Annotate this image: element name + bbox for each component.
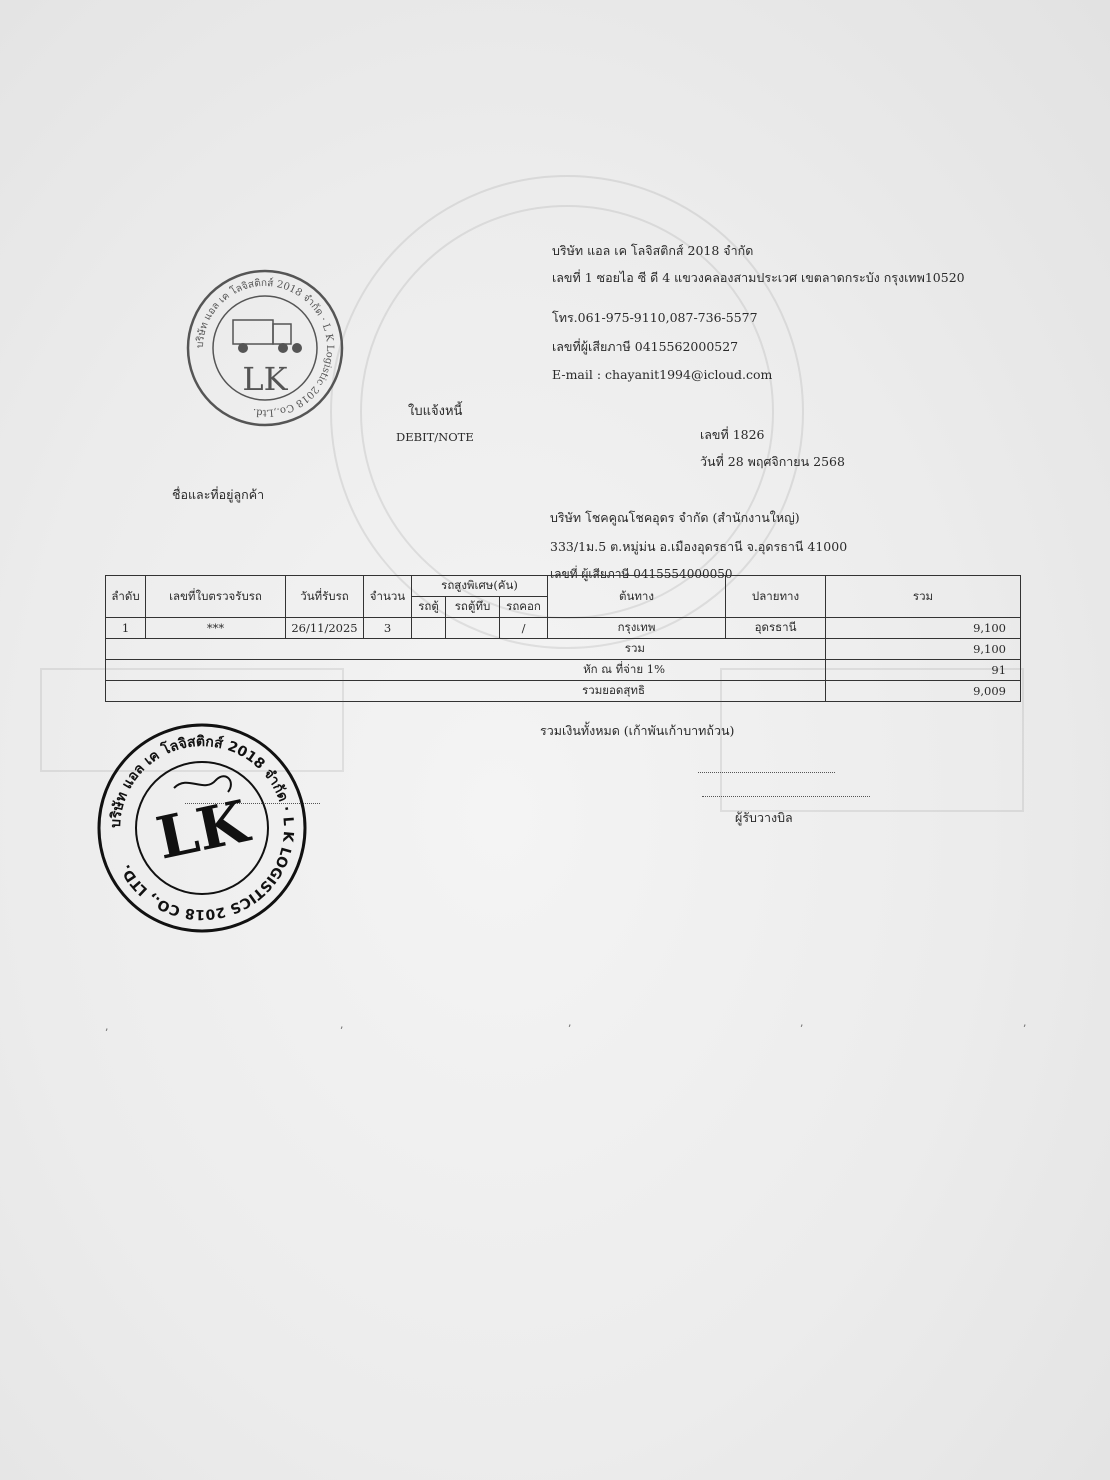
stamp-initials: LK bbox=[150, 787, 255, 873]
header-no: ลำดับ bbox=[106, 576, 146, 618]
receiver-signature-line-1 bbox=[698, 772, 835, 773]
amount-in-words: รวมเงินทั้งหมด (เก้าพันเก้าบาทถ้วน) bbox=[540, 723, 735, 738]
header-closed-van: รถตู้ทึบ bbox=[446, 597, 500, 618]
seal-ring-text: บริษัท แอล เค โลจิสติกส์ 2018 จำกัด · L K Logistic 2018 Co.,Ltd. bbox=[194, 277, 336, 419]
stamp-ring-text: บริษัท แอล เค โลจิสติกส์ 2018 จำกัด · L K LOGISTICS 2018 CO., LTD. bbox=[107, 733, 297, 923]
doc-number: เลขที่ 1826 bbox=[700, 427, 765, 442]
header-stake-truck: รถคอก bbox=[500, 597, 548, 618]
cell-origin: กรุงเทพ bbox=[548, 618, 726, 639]
company-name: บริษัท แอล เค โลจิสติกส์ 2018 จำกัด bbox=[552, 243, 754, 258]
header-date: วันที่รับรถ bbox=[286, 576, 364, 618]
seal-initials: LK bbox=[242, 360, 288, 398]
company-address: เลขที่ 1 ซอยไอ ซี ดี 4 แขวงคลองสามประเวศ เขตลาดกระบัง กรุงเทพ10520 bbox=[552, 270, 965, 285]
table-row bbox=[106, 618, 1021, 639]
header-qty: จำนวน bbox=[364, 576, 412, 618]
subtotal-label: รวม bbox=[106, 639, 826, 660]
company-tax-id: เลขที่ผู้เสียภาษี 0415562000527 bbox=[552, 339, 739, 354]
cell-qty: 3 bbox=[364, 618, 412, 639]
cell-van bbox=[412, 618, 446, 639]
header-origin: ต้นทาง bbox=[548, 576, 726, 618]
cell-doc-number: *** bbox=[146, 618, 286, 639]
subtotal-row bbox=[106, 639, 1021, 660]
customer-address: 333/1ม.5 ต.หมู่ม่น อ.เมืองอุดรธานี จ.อุดรธานี 41000 bbox=[550, 539, 848, 554]
receiver-signature-line-2 bbox=[702, 796, 870, 797]
table-header-row bbox=[106, 576, 1021, 597]
receiver-label: ผู้รับวางบิล bbox=[735, 810, 793, 825]
cell-total: 9,100 bbox=[826, 618, 1021, 639]
withholding-label: หัก ณ ที่จ่าย 1% bbox=[106, 660, 826, 681]
header-van: รถตู้ bbox=[412, 597, 446, 618]
cell-stake-truck: / bbox=[500, 618, 548, 639]
scan-mark: ’ bbox=[800, 1024, 804, 1035]
doc-title-en: DEBIT/NOTE bbox=[396, 430, 474, 444]
company-stamp bbox=[96, 722, 308, 934]
cell-date: 26/11/2025 bbox=[286, 618, 364, 639]
subtotal-value: 9,100 bbox=[826, 639, 1021, 660]
customer-tax-id: เลขที่ ผู้เสียภาษี 0415554000050 bbox=[550, 567, 733, 581]
header-total: รวม bbox=[826, 576, 1021, 618]
show-through-box-right bbox=[720, 668, 1024, 812]
doc-title-th: ใบแจ้งหนี้ bbox=[408, 404, 463, 419]
company-seal bbox=[185, 268, 345, 428]
company-email: E-mail : chayanit1994@icloud.com bbox=[552, 367, 773, 382]
scan-mark: ’ bbox=[105, 1028, 109, 1039]
customer-label: ชื่อและที่อยู่ลูกค้า bbox=[172, 487, 265, 502]
customer-name: บริษัท โชคคูณโชคอุดร จำกัด (สำนักงานใหญ่) bbox=[550, 510, 800, 525]
withholding-value: 91 bbox=[826, 660, 1021, 681]
scan-mark: ’ bbox=[568, 1024, 572, 1035]
scan-mark: ’ bbox=[1023, 1024, 1027, 1035]
net-total-value: 9,009 bbox=[826, 681, 1021, 702]
cell-no: 1 bbox=[106, 618, 146, 639]
cell-destination: อุดรธานี bbox=[726, 618, 826, 639]
header-doc-number: เลขที่ใบตรวจรับรถ bbox=[146, 576, 286, 618]
header-destination: ปลายทาง bbox=[726, 576, 826, 618]
scan-mark: ’ bbox=[340, 1026, 344, 1037]
cell-closed-van bbox=[446, 618, 500, 639]
header-special-vehicle: รถสูงพิเศษ(คัน) bbox=[412, 576, 548, 597]
doc-date: วันที่ 28 พฤศจิกายน 2568 bbox=[700, 454, 845, 469]
company-phone: โทร.061-975-9110,087-736-5577 bbox=[552, 310, 758, 325]
net-total-label: รวมยอดสุทธิ bbox=[106, 681, 826, 702]
